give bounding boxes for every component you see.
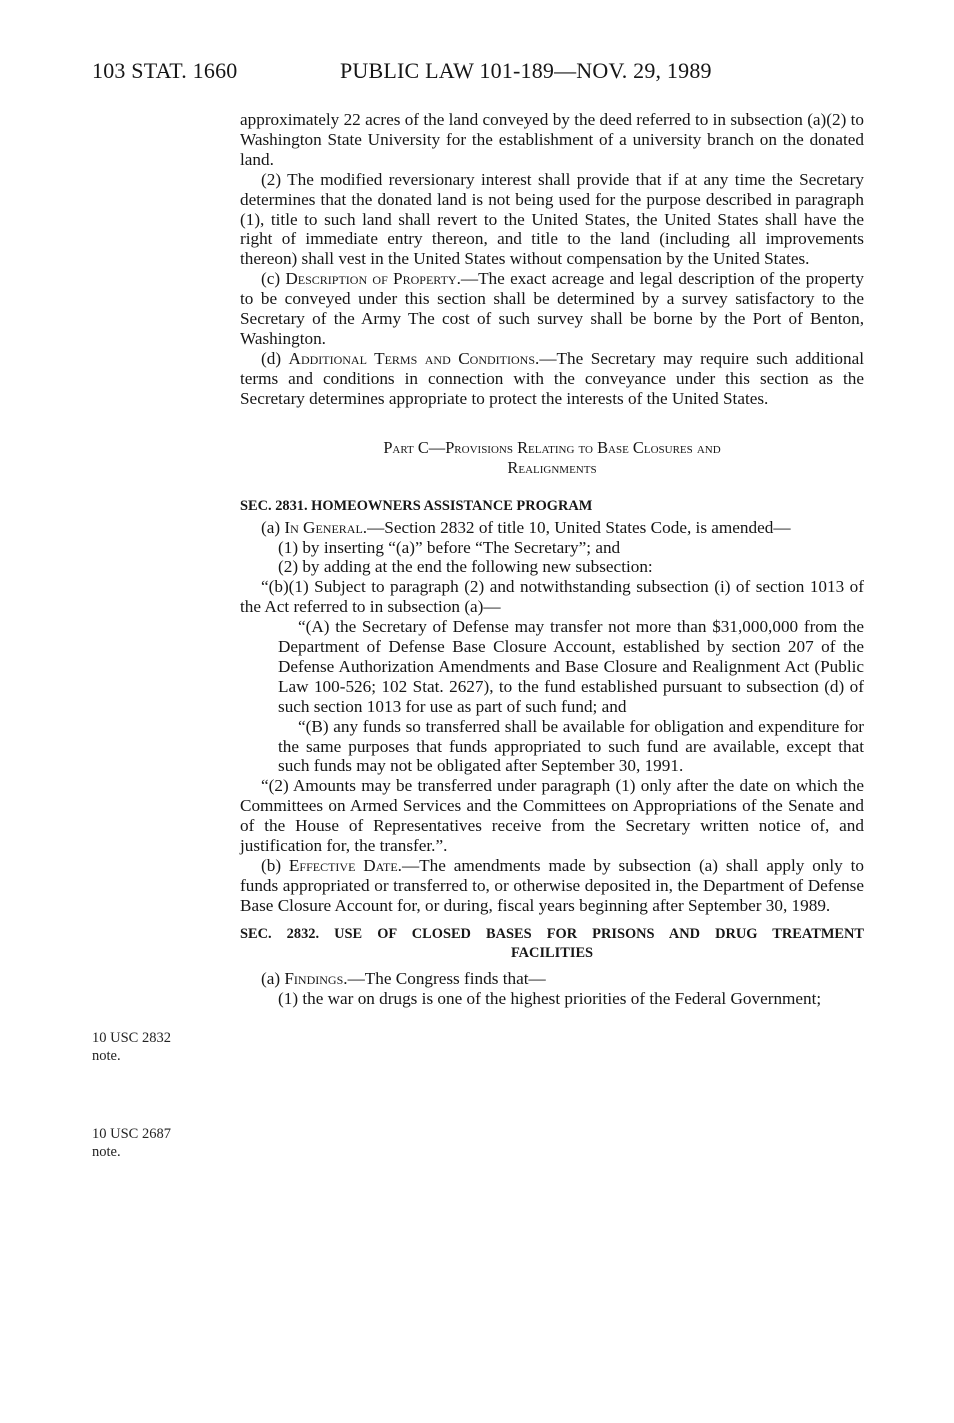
subsection-label: (a) xyxy=(261,968,281,988)
body-text xyxy=(240,110,864,1009)
subsection-label: (d) xyxy=(261,348,282,368)
margin-note-usc-2687 xyxy=(92,1125,171,1161)
statute-citation: 103 STAT. 1660 xyxy=(92,58,238,83)
subsection-text: —Section 2832 of title 10, United States Code, is amended— xyxy=(367,517,791,537)
section-2832-heading xyxy=(240,925,864,963)
subsection-label: (b) xyxy=(261,856,282,875)
margin-note-usc-2832 xyxy=(92,1029,171,1065)
margin-note-label: note. xyxy=(92,1144,121,1160)
subsection-text: —The Secretary may require such additional terms and conditions in connection with the conveyance under this section as the Secretary determines appropriate to protect the interests of the United States. xyxy=(240,348,864,408)
subsection-c-description xyxy=(240,269,864,349)
amendment-item: (2) by adding at the end the following new subsection: xyxy=(278,557,653,577)
new-subsection-b2: “(2) Amounts may be transferred under paragraph (1) only after the date on which the Committees on Armed Services and the Committees on Appropriations of the Senate and of the House of Representatives receive from the Secretary written notice of, and justification for, the transfer.”. xyxy=(240,776,864,856)
subsection-a-findings xyxy=(240,969,864,989)
subsection-b-effective-date xyxy=(240,856,864,916)
finding-item: (1) the war on drugs is one of the highest priorities of the Federal Government; xyxy=(278,988,822,1008)
margin-note-label: note. xyxy=(92,1048,121,1064)
part-heading-line: Part C—Provisions Relating to Base Closures and xyxy=(383,437,721,457)
section-heading-line: SEC. 2832. USE OF CLOSED BASES FOR PRISONS AND DRUG TREATMENT xyxy=(240,925,864,942)
clause-a: “(A) the Secretary of Defense may transfer not more than $31,000,000 from the Department of Defense Base Closure Account, established by section 207 of the Defense Authorization Amendments and Base Closure and Realignment Act (Public Law 100-526; 102 Stat. 2627), to the fund established pursuant to subsection (d) of such section 1013 for use as part of such fund; and xyxy=(278,617,864,716)
subsection-label: (c) xyxy=(261,269,281,289)
clause-b: “(B) any funds so transferred shall be available for obligation and expenditure for the same purposes that funds appropriated to such fund are available, except that such funds may not be obligated after September 30, 1991. xyxy=(278,716,864,776)
subsection-label: (a) xyxy=(261,517,281,537)
subsection-text: —The amendments made by subsection (a) shall apply only to funds appropriated or transferred to, or otherwise deposited in, the Department of Defense Base Closure Account for, or during, fiscal years beginning after September 30, 1989. xyxy=(240,856,864,915)
section-heading-line: FACILITIES xyxy=(510,944,594,961)
paragraph-continuation: approximately 22 acres of the land conveyed by the deed referred to in subsection (a)(2) to Washington State University for the establishment of a university branch on the donated land. xyxy=(240,110,864,169)
part-c-heading xyxy=(240,438,864,478)
subsection-heading: Findings. xyxy=(284,968,348,988)
amendment-item: (1) by inserting “(a)” before “The Secretary”; and xyxy=(278,537,621,557)
margin-note-citation: 10 USC 2687 xyxy=(92,1126,171,1142)
subsection-heading: In General. xyxy=(284,517,368,537)
subsection-heading: Effective Date. xyxy=(288,856,402,875)
subsection-text: —The exact acreage and legal description of the property to be conveyed under this section shall be determined by a survey satisfactory to the Secretary of the Army The cost of such survey shall be borne by the Port of Benton, Washington. xyxy=(240,269,864,348)
section-2831-heading: SEC. 2831. HOMEOWNERS ASSISTANCE PROGRAM xyxy=(240,497,593,514)
subsection-text: —The Congress finds that— xyxy=(347,968,546,988)
public-law-heading: PUBLIC LAW 101-189—NOV. 29, 1989 xyxy=(340,58,712,83)
new-subsection-b1: “(b)(1) Subject to paragraph (2) and notwithstanding subsection (i) of section 1013 of the Act referred to in subsection (a)— xyxy=(240,577,864,617)
subsection-a-in-general xyxy=(240,518,864,538)
margin-note-citation: 10 USC 2832 xyxy=(92,1030,171,1046)
paragraph-reversionary-interest: (2) The modified reversionary interest shall provide that if at any time the Secretary determines that the donated land is not being used for the purpose described in paragraph (1), title to such land shall revert to the United States, the United States shall have the right of immediate entry thereon, and title to the land (including all improvements thereon) shall vest in the United States without compensation by the United States. xyxy=(240,169,864,269)
subsection-heading: Description of Property. xyxy=(285,269,461,289)
subsection-heading: Additional Terms and Conditions. xyxy=(288,348,540,368)
page-header xyxy=(92,58,882,92)
subsection-d-additional-terms xyxy=(240,349,864,409)
part-heading-line: Realignments xyxy=(507,457,597,477)
